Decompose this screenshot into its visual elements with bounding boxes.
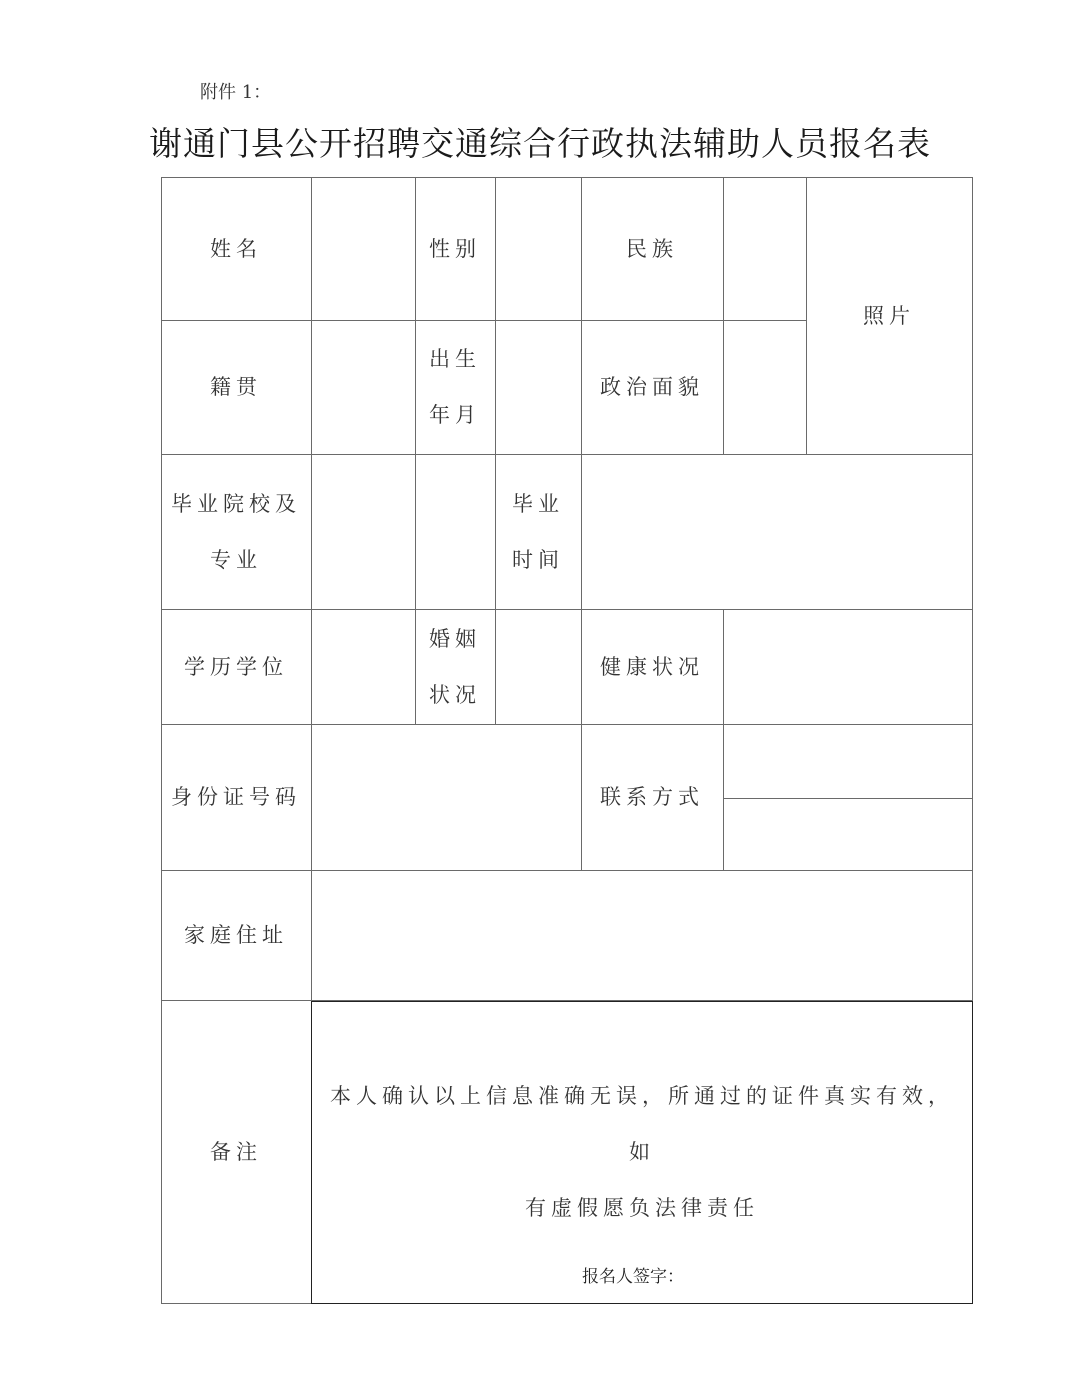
- label-graduation-time: 毕业 时间: [512, 491, 564, 572]
- label-political-status: 政治面貌: [600, 375, 704, 399]
- signature-label: 报名人签字：: [582, 1267, 684, 1287]
- table-line: [972, 177, 973, 1001]
- label-name: 姓名: [210, 236, 262, 261]
- label-school-major: 毕业院校及 专业: [171, 491, 301, 572]
- label-native-place: 籍贯: [210, 375, 262, 399]
- label-health: 健康状况: [600, 654, 704, 679]
- table-line: [311, 177, 312, 1001]
- table-line: [723, 798, 973, 799]
- label-id-number: 身份证号码: [171, 785, 301, 809]
- label-birth-date: 出生 年月: [429, 347, 481, 427]
- label-ethnicity: 民族: [626, 236, 678, 261]
- attachment-label: 附件 1：: [200, 82, 272, 103]
- table-line: [161, 1303, 311, 1304]
- label-marital-status: 婚姻 状况: [429, 626, 481, 707]
- label-remarks: 备注: [210, 1139, 262, 1164]
- label-education: 学历学位: [184, 654, 288, 679]
- label-contact: 联系方式: [600, 785, 704, 809]
- declaration-text: 本人确认以上信息准确无误，所通过的证件真实有效，如 有虚假愿负法律责任: [330, 1084, 954, 1220]
- table-line: [495, 177, 496, 725]
- label-address: 家庭住址: [184, 923, 288, 947]
- table-line: [723, 177, 724, 455]
- label-gender: 性别: [429, 236, 481, 261]
- table-line: [723, 609, 724, 871]
- form-title: 谢通门县公开招聘交通综合行政执法辅助人员报名表: [149, 124, 931, 163]
- label-photo: 照片: [863, 303, 915, 328]
